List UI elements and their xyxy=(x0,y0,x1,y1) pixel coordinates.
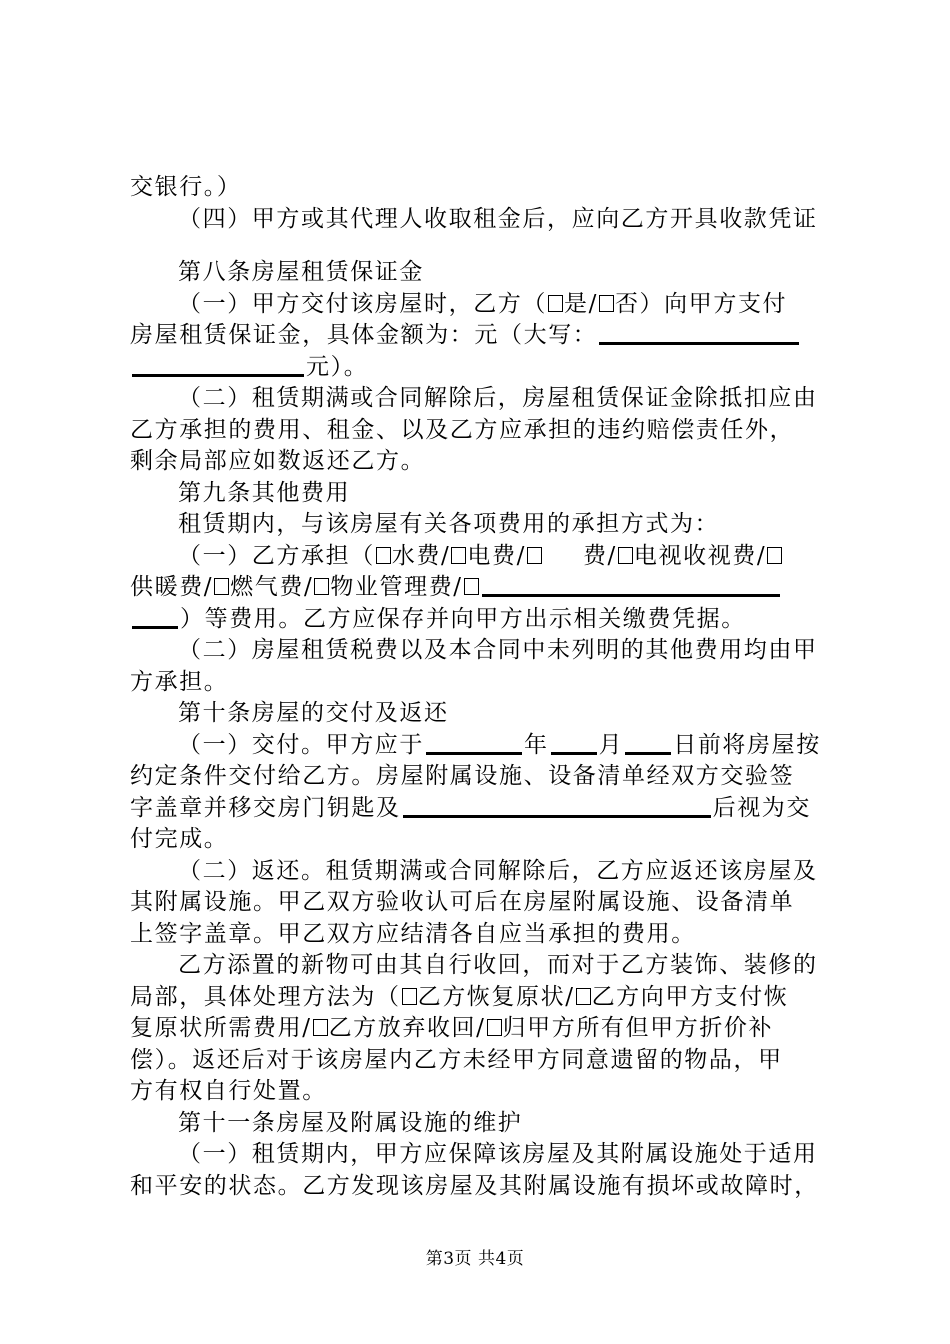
text-line: （一）交付。甲方应于 年 月 日前将房屋按 xyxy=(178,731,821,758)
checkbox-icon[interactable] xyxy=(618,547,633,564)
text-line: 方有权自行处置。 xyxy=(130,1078,327,1104)
fill-in-blank[interactable] xyxy=(132,606,178,629)
text-line: （四）甲方或其代理人收取租金后，应向乙方开具收款凭证 xyxy=(178,205,818,232)
article-11-heading: 第十一条房屋及附属设施的维护 xyxy=(178,1109,523,1136)
text-line: 约定条件交付给乙方。房屋附属设施、设备清单经双方交验签 xyxy=(130,763,795,789)
text-line: 方承担。 xyxy=(130,668,229,695)
fill-in-blank[interactable] xyxy=(482,574,780,597)
checkbox-icon[interactable] xyxy=(548,295,563,312)
fill-in-blank[interactable] xyxy=(551,732,597,755)
fill-in-blank[interactable] xyxy=(625,732,671,755)
text-line: 乙方添置的新物可由其自行收回，而对于乙方装饰、装修的 xyxy=(178,952,818,978)
text-line: 偿）。返还后对于该房屋内乙方未经甲方同意遗留的物品，甲 xyxy=(130,1046,783,1073)
text-line: 和平安的状态。乙方发现该房屋及其附属设施有损坏或故障时， xyxy=(130,1172,819,1199)
fill-in-blank[interactable] xyxy=(403,795,711,818)
text-line: 上签字盖章。甲乙双方应结清各自应当承担的费用。 xyxy=(130,920,696,947)
text-line: 复原状所需费用/ 乙方放弃收回/ 归甲方所有但甲方折价补 xyxy=(130,1015,774,1041)
checkbox-icon[interactable] xyxy=(313,1019,328,1036)
text-line: 供暖费/ 燃气费/ 物业管理费/ xyxy=(130,572,832,604)
text-line: （一）租赁期内，甲方应保障该房屋及其附属设施处于适用 xyxy=(178,1141,818,1167)
text-line: 交银行。） xyxy=(130,174,242,200)
checkbox-icon[interactable] xyxy=(402,988,417,1005)
fill-in-blank[interactable] xyxy=(426,732,522,755)
fill-in-blank[interactable] xyxy=(599,322,799,345)
article-9-heading: 第九条其他费用 xyxy=(178,479,351,506)
page-number: 第3页 共4页 xyxy=(425,1249,525,1269)
checkbox-icon[interactable] xyxy=(376,547,391,564)
text-line: （一）甲方交付该房屋时，乙方（ 是/ 否）向甲方支付 xyxy=(178,290,788,317)
checkbox-icon[interactable] xyxy=(464,578,479,595)
text-line: 房屋租赁保证金，具体金额为：元（大写： xyxy=(130,320,832,352)
text-line: 乙方承担的费用、租金、以及乙方应承担的违约赔偿责任外， xyxy=(130,416,795,443)
text-line: （二）房屋租赁税费以及本合同中未列明的其他费用均由甲 xyxy=(178,637,818,663)
checkbox-icon[interactable] xyxy=(599,295,614,312)
contract-body xyxy=(130,172,832,1202)
checkbox-icon[interactable] xyxy=(214,578,229,595)
text-line: （一）乙方承担（ 水费/ 电费/ 费/ 电视收视费/ xyxy=(130,541,832,573)
checkbox-icon[interactable] xyxy=(527,547,542,564)
text-line: （二）租赁期满或合同解除后，房屋租赁保证金除抵扣应由 xyxy=(178,385,818,411)
text-line: 租赁期内，与该房屋有关各项费用的承担方式为： xyxy=(178,511,720,537)
text-line: 局部，具体处理方法为（ 乙方恢复原状/ 乙方向甲方支付恢 xyxy=(130,983,789,1010)
article-8-heading: 第八条房屋租赁保证金 xyxy=(178,259,424,285)
text-line: （二）返还。租赁期满或合同解除后，乙方应返还该房屋及 xyxy=(178,857,818,884)
text-line: 付完成。 xyxy=(130,826,229,852)
fill-in-blank[interactable] xyxy=(132,354,304,377)
article-10-heading: 第十条房屋的交付及返还 xyxy=(178,700,449,726)
paragraph-gap xyxy=(130,235,832,257)
text-line: 其附属设施。甲乙双方验收认可后在房屋附属设施、设备清单 xyxy=(130,889,795,915)
text-line: ）等费用。乙方应保存并向甲方出示相关缴费凭据。 xyxy=(130,604,832,636)
checkbox-icon[interactable] xyxy=(576,988,591,1005)
text-line: 元）。 xyxy=(130,352,832,384)
text-line: 字盖章并移交房门钥匙及 后视为交 xyxy=(130,794,812,821)
text-line: 剩余局部应如数返还乙方。 xyxy=(130,448,426,474)
checkbox-icon[interactable] xyxy=(767,547,782,564)
checkbox-icon[interactable] xyxy=(451,547,466,564)
checkbox-icon[interactable] xyxy=(487,1019,502,1036)
checkbox-icon[interactable] xyxy=(314,578,329,595)
